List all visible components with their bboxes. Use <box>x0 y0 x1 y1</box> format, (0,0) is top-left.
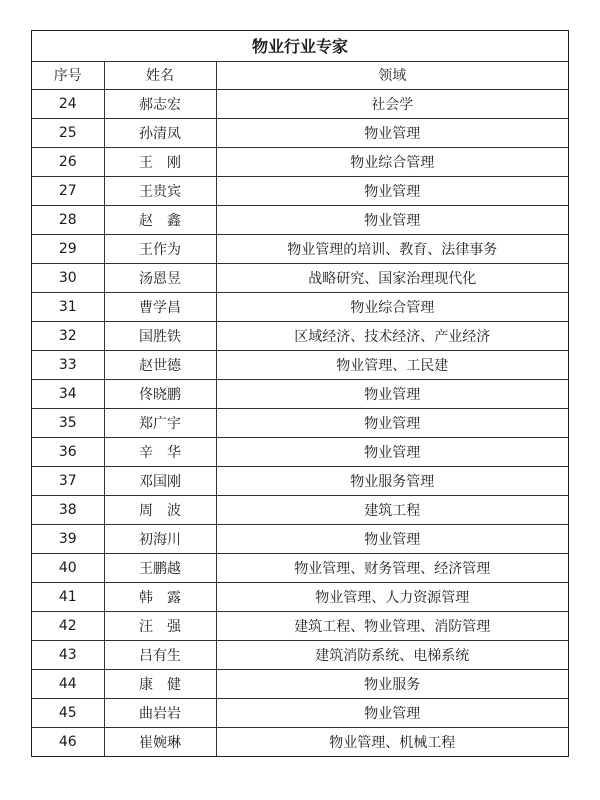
cell-field: 物业管理 <box>216 205 568 234</box>
cell-name: 佟晓鹏 <box>104 379 216 408</box>
cell-number: 39 <box>32 524 104 553</box>
cell-field: 物业管理 <box>216 437 568 466</box>
cell-number: 25 <box>32 118 104 147</box>
cell-name: 曲岩岩 <box>104 698 216 727</box>
cell-field: 物业管理 <box>216 524 568 553</box>
table-row <box>32 582 568 611</box>
table-row <box>32 611 568 640</box>
cell-name: 周 波 <box>104 495 216 524</box>
cell-number: 41 <box>32 582 104 611</box>
cell-field: 建筑消防系统、电梯系统 <box>216 640 568 669</box>
table-row <box>32 234 568 263</box>
cell-field: 物业管理、人力资源管理 <box>216 582 568 611</box>
cell-number: 34 <box>32 379 104 408</box>
table-title-row <box>32 31 568 61</box>
cell-number: 28 <box>32 205 104 234</box>
cell-field: 物业管理、工民建 <box>216 350 568 379</box>
table-header-row <box>32 61 568 89</box>
cell-name: 国胜铁 <box>104 321 216 350</box>
cell-name: 王贵宾 <box>104 176 216 205</box>
table-row <box>32 205 568 234</box>
cell-number: 24 <box>32 89 104 118</box>
cell-field: 物业管理 <box>216 176 568 205</box>
cell-name: 吕有生 <box>104 640 216 669</box>
cell-field: 建筑工程、物业管理、消防管理 <box>216 611 568 640</box>
cell-name: 王鹏越 <box>104 553 216 582</box>
cell-name: 王作为 <box>104 234 216 263</box>
cell-field: 物业管理的培训、教育、法律事务 <box>216 234 568 263</box>
cell-name: 赵世德 <box>104 350 216 379</box>
cell-field: 物业管理 <box>216 379 568 408</box>
column-header-no: 序号 <box>32 61 104 89</box>
cell-name: 韩 露 <box>104 582 216 611</box>
expert-table <box>31 30 569 757</box>
cell-field: 物业综合管理 <box>216 147 568 176</box>
table-row <box>32 640 568 669</box>
cell-field: 建筑工程 <box>216 495 568 524</box>
cell-field: 物业管理 <box>216 698 568 727</box>
cell-name: 郝志宏 <box>104 89 216 118</box>
cell-number: 37 <box>32 466 104 495</box>
table-row <box>32 669 568 698</box>
cell-name: 汪 强 <box>104 611 216 640</box>
table-row <box>32 350 568 379</box>
cell-field: 物业综合管理 <box>216 292 568 321</box>
table-row <box>32 89 568 118</box>
table-row <box>32 379 568 408</box>
cell-number: 42 <box>32 611 104 640</box>
cell-field: 物业管理、机械工程 <box>216 727 568 756</box>
cell-field: 区域经济、技术经济、产业经济 <box>216 321 568 350</box>
cell-number: 40 <box>32 553 104 582</box>
cell-field: 社会学 <box>216 89 568 118</box>
cell-name: 孙清凤 <box>104 118 216 147</box>
cell-field: 战略研究、国家治理现代化 <box>216 263 568 292</box>
cell-number: 30 <box>32 263 104 292</box>
cell-number: 38 <box>32 495 104 524</box>
cell-number: 29 <box>32 234 104 263</box>
table-row <box>32 147 568 176</box>
cell-number: 32 <box>32 321 104 350</box>
table-row <box>32 292 568 321</box>
cell-number: 36 <box>32 437 104 466</box>
cell-name: 赵 鑫 <box>104 205 216 234</box>
expert-table-grid <box>32 31 568 756</box>
cell-field: 物业管理、财务管理、经济管理 <box>216 553 568 582</box>
cell-name: 辛 华 <box>104 437 216 466</box>
table-row <box>32 263 568 292</box>
cell-number: 33 <box>32 350 104 379</box>
column-header-name: 姓名 <box>104 61 216 89</box>
column-header-field: 领域 <box>216 61 568 89</box>
table-row <box>32 698 568 727</box>
cell-name: 曹学昌 <box>104 292 216 321</box>
cell-name: 汤恩昱 <box>104 263 216 292</box>
cell-name: 崔婉琳 <box>104 727 216 756</box>
cell-field: 物业服务管理 <box>216 466 568 495</box>
cell-number: 35 <box>32 408 104 437</box>
table-title: 物业行业专家 <box>32 31 568 61</box>
cell-number: 46 <box>32 727 104 756</box>
table-row <box>32 408 568 437</box>
cell-field: 物业管理 <box>216 408 568 437</box>
table-row <box>32 176 568 205</box>
cell-name: 王 刚 <box>104 147 216 176</box>
cell-number: 43 <box>32 640 104 669</box>
cell-field: 物业管理 <box>216 118 568 147</box>
table-row <box>32 727 568 756</box>
cell-field: 物业服务 <box>216 669 568 698</box>
cell-name: 邓国刚 <box>104 466 216 495</box>
cell-name: 郑广宇 <box>104 408 216 437</box>
cell-number: 45 <box>32 698 104 727</box>
cell-number: 44 <box>32 669 104 698</box>
cell-number: 27 <box>32 176 104 205</box>
table-row <box>32 466 568 495</box>
table-row <box>32 118 568 147</box>
table-row <box>32 524 568 553</box>
table-row <box>32 553 568 582</box>
table-row <box>32 437 568 466</box>
cell-number: 26 <box>32 147 104 176</box>
table-row <box>32 321 568 350</box>
table-row <box>32 495 568 524</box>
cell-name: 初海川 <box>104 524 216 553</box>
cell-name: 康 健 <box>104 669 216 698</box>
cell-number: 31 <box>32 292 104 321</box>
